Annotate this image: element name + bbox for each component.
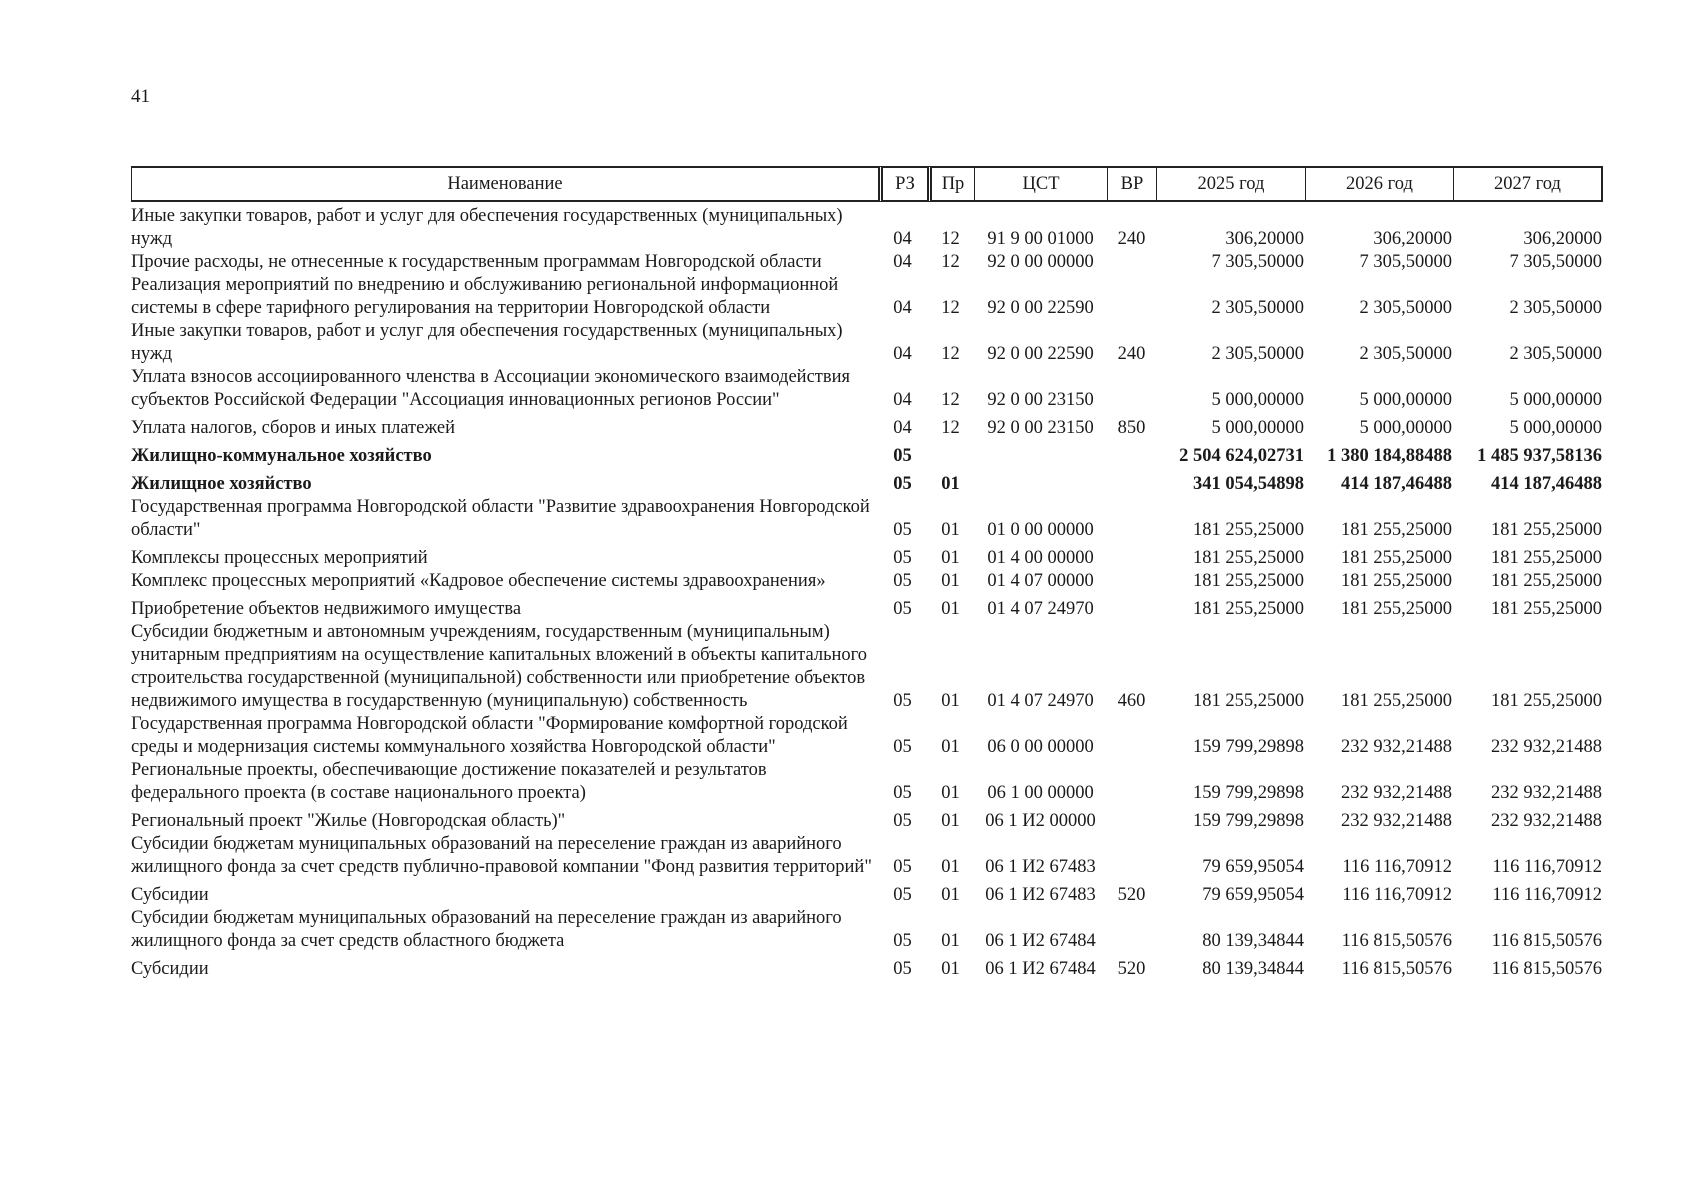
row-2026: 414 187,46488 [1341, 474, 1452, 494]
row-pr: 12 [941, 390, 960, 410]
row-2025: 181 255,25000 [1193, 691, 1304, 711]
row-2025: 341 054,54898 [1193, 474, 1304, 494]
row-vr [1107, 366, 1156, 412]
row-2027: 116 116,70912 [1492, 885, 1602, 905]
table-row [131, 366, 1603, 412]
row-rz: 05 [893, 548, 912, 568]
row-rz: 04 [893, 229, 912, 249]
header-cst: ЦСТ [974, 166, 1107, 202]
row-name: Комплексы процессных мероприятий [131, 548, 428, 568]
row-rz: 05 [893, 474, 912, 494]
row-2025: 80 139,34844 [1202, 931, 1304, 951]
row-pr: 12 [941, 252, 960, 272]
row-2025: 7 305,50000 [1211, 252, 1304, 272]
page-number: 41 [131, 86, 150, 107]
table-row [131, 440, 1603, 468]
table-row [131, 953, 1603, 981]
row-2027: 181 255,25000 [1491, 691, 1602, 711]
row-name: Жилищно-коммунальное хозяйство [131, 446, 432, 466]
table-row [131, 496, 1603, 542]
row-vr: 240 [1117, 344, 1146, 364]
row-cst: 01 4 07 24970 [987, 691, 1094, 711]
row-vr [1107, 468, 1156, 496]
table-row [131, 412, 1603, 440]
row-name: Реализация мероприятий по внедрению и обслуживанию региональной информационной системы в сфере тарифного регулирования на территории Новгородской области [131, 275, 839, 318]
row-vr [1107, 274, 1156, 320]
row-2027: 2 305,50000 [1509, 298, 1602, 318]
table-row [131, 833, 1603, 879]
row-2025: 5 000,00000 [1211, 390, 1304, 410]
row-pr: 01 [941, 520, 960, 540]
row-2025: 5 000,00000 [1211, 418, 1304, 438]
row-2027: 1 485 937,58136 [1477, 446, 1602, 466]
row-vr: 520 [1117, 885, 1146, 905]
row-2026: 5 000,00000 [1359, 390, 1452, 410]
row-name: Жилищное хозяйство [131, 474, 312, 494]
header-vr: ВР [1107, 166, 1156, 202]
row-pr: 01 [941, 885, 960, 905]
row-rz: 05 [893, 599, 912, 619]
budget-table-container [131, 166, 1603, 981]
row-2027: 116 116,70912 [1492, 857, 1602, 877]
table-row [131, 251, 1603, 274]
row-2025: 80 139,34844 [1202, 959, 1304, 979]
table-body [131, 202, 1603, 981]
row-name: Прочие расходы, не отнесенные к государственным программам Новгородской области [131, 252, 822, 272]
table-row [131, 713, 1603, 759]
header-2027: 2027 год [1453, 166, 1603, 202]
row-2025: 181 255,25000 [1193, 571, 1304, 591]
table-row [131, 274, 1603, 320]
row-cst: 01 4 00 00000 [987, 548, 1094, 568]
row-cst [974, 468, 1107, 496]
row-2026: 2 305,50000 [1359, 298, 1452, 318]
row-vr [1107, 570, 1156, 593]
row-2026: 306,20000 [1373, 229, 1452, 249]
row-2026: 7 305,50000 [1359, 252, 1452, 272]
table-row [131, 320, 1603, 366]
row-rz: 05 [893, 885, 912, 905]
table-row [131, 907, 1603, 953]
row-pr: 01 [941, 571, 960, 591]
row-cst: 06 1 И2 67483 [985, 857, 1096, 877]
row-name: Уплата налогов, сборов и иных платежей [131, 418, 456, 438]
row-cst: 92 0 00 00000 [987, 252, 1094, 272]
header-2025: 2025 год [1156, 166, 1305, 202]
row-rz: 05 [893, 857, 912, 877]
row-2027: 181 255,25000 [1491, 520, 1602, 540]
row-name: Комплекс процессных мероприятий «Кадровое обеспечение системы здравоохранения» [131, 571, 826, 591]
row-vr: 460 [1117, 691, 1146, 711]
row-2025: 79 659,95054 [1202, 885, 1304, 905]
table-row [131, 621, 1603, 713]
row-pr: 12 [941, 344, 960, 364]
row-cst: 06 1 И2 00000 [985, 811, 1096, 831]
header-pr: Пр [927, 166, 974, 202]
table-row [131, 468, 1603, 496]
row-2027: 181 255,25000 [1491, 548, 1602, 568]
table-row [131, 759, 1603, 805]
row-2026: 116 116,70912 [1342, 885, 1452, 905]
row-cst: 06 1 И2 67484 [985, 931, 1096, 951]
row-rz: 05 [893, 783, 912, 803]
row-vr [1107, 805, 1156, 833]
row-2025: 79 659,95054 [1202, 857, 1304, 877]
row-cst: 01 4 07 24970 [987, 599, 1094, 619]
row-2026: 232 932,21488 [1341, 811, 1452, 831]
row-name: Государственная программа Новгородской области "Развитие здравоохранения Новгородской области" [131, 497, 870, 540]
row-2027: 232 932,21488 [1491, 737, 1602, 757]
row-pr: 01 [941, 737, 960, 757]
row-rz: 05 [893, 571, 912, 591]
row-name: Субсидии [131, 959, 209, 979]
row-pr: 01 [941, 474, 960, 494]
row-rz: 05 [893, 737, 912, 757]
row-name: Субсидии бюджетам муниципальных образований на переселение граждан из аварийного жилищного фонда за счет средств публично-правовой компании "Фонд развития территорий" [131, 834, 872, 877]
row-rz: 05 [893, 931, 912, 951]
row-2027: 116 815,50576 [1491, 931, 1602, 951]
row-cst: 01 4 07 00000 [987, 571, 1094, 591]
row-2026: 181 255,25000 [1341, 520, 1452, 540]
row-pr: 01 [941, 931, 960, 951]
row-pr: 01 [941, 548, 960, 568]
row-2025: 159 799,29898 [1193, 783, 1304, 803]
row-rz: 05 [893, 811, 912, 831]
row-2025: 159 799,29898 [1193, 811, 1304, 831]
row-2027: 5 000,00000 [1509, 418, 1602, 438]
row-pr: 12 [941, 298, 960, 318]
row-2027: 181 255,25000 [1491, 571, 1602, 591]
row-2025: 159 799,29898 [1193, 737, 1304, 757]
table-row [131, 570, 1603, 593]
row-cst: 06 1 00 00000 [987, 783, 1094, 803]
row-pr: 01 [941, 599, 960, 619]
row-2027: 181 255,25000 [1491, 599, 1602, 619]
row-2025: 181 255,25000 [1193, 548, 1304, 568]
row-vr [1107, 759, 1156, 805]
row-cst: 06 1 И2 67483 [985, 885, 1096, 905]
row-rz: 04 [893, 390, 912, 410]
row-2026: 116 116,70912 [1342, 857, 1452, 877]
row-vr [1107, 593, 1156, 621]
row-2025: 2 504 624,02731 [1179, 446, 1304, 466]
row-vr [1107, 496, 1156, 542]
row-vr: 240 [1117, 229, 1146, 249]
row-2027: 232 932,21488 [1491, 783, 1602, 803]
row-name: Государственная программа Новгородской области "Формирование комфортной городской среды и модернизация системы коммунального хозяйства Новгородской области" [131, 714, 848, 757]
budget-table [131, 166, 1603, 981]
row-pr: 01 [941, 811, 960, 831]
row-2027: 7 305,50000 [1509, 252, 1602, 272]
row-rz: 05 [893, 959, 912, 979]
row-pr: 01 [941, 959, 960, 979]
row-cst: 92 0 00 23150 [987, 418, 1094, 438]
table-row [131, 805, 1603, 833]
row-2026: 181 255,25000 [1341, 571, 1452, 591]
row-vr [1107, 907, 1156, 953]
table-row [131, 879, 1603, 907]
row-pr: 01 [941, 783, 960, 803]
row-2026: 2 305,50000 [1359, 344, 1452, 364]
row-rz: 04 [893, 252, 912, 272]
row-name: Уплата взносов ассоциированного членства в Ассоциации экономического взаимодействия субъектов Российской Федерации "Ассоциация инновационных регионов России" [131, 367, 851, 410]
row-2026: 181 255,25000 [1341, 599, 1452, 619]
row-cst: 91 9 00 01000 [987, 229, 1094, 249]
row-cst: 92 0 00 22590 [987, 298, 1094, 318]
row-2027: 414 187,46488 [1491, 474, 1602, 494]
row-2026: 5 000,00000 [1359, 418, 1452, 438]
row-rz: 05 [893, 691, 912, 711]
row-2026: 181 255,25000 [1341, 548, 1452, 568]
row-vr: 850 [1117, 418, 1146, 438]
row-2026: 116 815,50576 [1341, 931, 1452, 951]
table-row [131, 593, 1603, 621]
header-rz: РЗ [878, 166, 927, 202]
row-cst: 92 0 00 22590 [987, 344, 1094, 364]
row-2027: 116 815,50576 [1491, 959, 1602, 979]
row-2026: 1 380 184,88488 [1327, 446, 1452, 466]
header-2026: 2026 год [1305, 166, 1453, 202]
row-2025: 306,20000 [1225, 229, 1304, 249]
table-row [131, 202, 1603, 251]
row-name: Субсидии бюджетным и автономным учреждениям, государственным (муниципальным) унитарным предприятиям на осуществление капитальных вложений в объекты капитального строительства государственной (муниципальной) собственности или приобретение объектов недвижимого имущества в государственную (муниципальную) собственность [131, 622, 868, 711]
row-vr [1107, 251, 1156, 274]
row-rz: 04 [893, 298, 912, 318]
row-rz: 04 [893, 344, 912, 364]
row-cst: 06 0 00 00000 [987, 737, 1094, 757]
row-2025: 2 305,50000 [1211, 344, 1304, 364]
row-2025: 181 255,25000 [1193, 599, 1304, 619]
row-vr [1107, 713, 1156, 759]
row-name: Региональный проект "Жилье (Новгородская область)" [131, 811, 566, 831]
row-2027: 2 305,50000 [1509, 344, 1602, 364]
row-name: Региональные проекты, обеспечивающие достижение показателей и результатов федерального проекта (в составе национального проекта) [131, 760, 767, 803]
row-name: Субсидии [131, 885, 209, 905]
row-cst [974, 440, 1107, 468]
row-rz: 04 [893, 418, 912, 438]
row-2026: 181 255,25000 [1341, 691, 1452, 711]
row-pr [927, 440, 974, 468]
header-name: Наименование [131, 166, 878, 202]
row-vr [1107, 542, 1156, 570]
row-vr [1107, 440, 1156, 468]
row-pr: 01 [941, 857, 960, 877]
row-name: Приобретение объектов недвижимого имущества [131, 599, 522, 619]
row-2027: 232 932,21488 [1491, 811, 1602, 831]
row-name: Субсидии бюджетам муниципальных образований на переселение граждан из аварийного жилищного фонда за счет средств областного бюджета [131, 908, 842, 951]
row-2027: 5 000,00000 [1509, 390, 1602, 410]
row-name: Иные закупки товаров, работ и услуг для обеспечения государственных (муниципальных) нужд [131, 321, 843, 364]
row-cst: 06 1 И2 67484 [985, 959, 1096, 979]
row-cst: 01 0 00 00000 [987, 520, 1094, 540]
row-pr: 12 [941, 418, 960, 438]
row-vr: 520 [1117, 959, 1146, 979]
row-cst: 92 0 00 23150 [987, 390, 1094, 410]
table-row [131, 542, 1603, 570]
table-header [131, 166, 1603, 202]
row-2025: 2 305,50000 [1211, 298, 1304, 318]
row-name: Иные закупки товаров, работ и услуг для обеспечения государственных (муниципальных) нужд [131, 206, 843, 249]
header-row [131, 166, 1603, 202]
row-2026: 116 815,50576 [1341, 959, 1452, 979]
row-rz: 05 [893, 446, 912, 466]
row-2026: 232 932,21488 [1341, 737, 1452, 757]
row-2027: 306,20000 [1523, 229, 1602, 249]
row-2025: 181 255,25000 [1193, 520, 1304, 540]
row-2026: 232 932,21488 [1341, 783, 1452, 803]
row-vr [1107, 833, 1156, 879]
row-rz: 05 [893, 520, 912, 540]
row-pr: 01 [941, 691, 960, 711]
row-pr: 12 [941, 229, 960, 249]
